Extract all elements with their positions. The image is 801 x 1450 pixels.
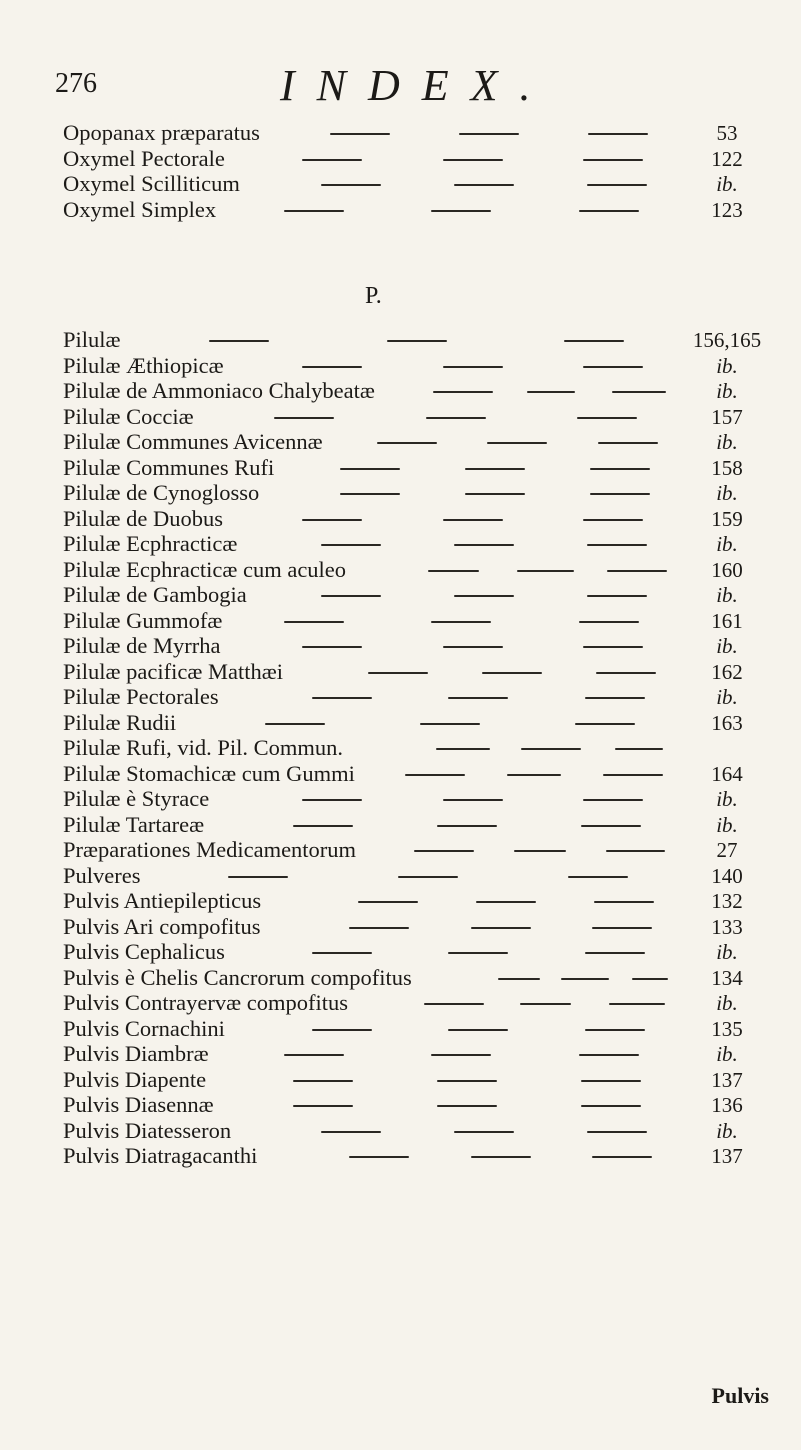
index-entry bbox=[63, 710, 768, 736]
index-entry bbox=[63, 659, 768, 685]
entry-page-ref: 53 bbox=[716, 121, 738, 145]
leader-dash bbox=[471, 927, 531, 929]
entry-name: Pulvis Diatragacanthi bbox=[63, 1143, 258, 1168]
entry-name: Pilulæ Tartareæ bbox=[63, 811, 205, 837]
leader-dash bbox=[583, 519, 643, 521]
index-entry bbox=[63, 990, 768, 1016]
leader-dash bbox=[377, 442, 437, 444]
leader-dash bbox=[436, 748, 490, 750]
leader-dash bbox=[507, 774, 562, 776]
leader-dash bbox=[583, 799, 643, 801]
entry-name: Pulvis Diasennæ bbox=[63, 1092, 214, 1117]
leader-dash bbox=[615, 748, 663, 750]
leader-dash bbox=[587, 595, 647, 597]
index-entry bbox=[63, 1092, 768, 1118]
entry-page-ref: 123 bbox=[711, 197, 743, 222]
entry-name: Pulvis è Chelis Cancrorum compofitus bbox=[63, 964, 412, 990]
leader-dash bbox=[448, 952, 508, 954]
leader-dash bbox=[609, 1003, 665, 1005]
entry-page-ref: ib. bbox=[716, 172, 738, 196]
leader-dash bbox=[465, 468, 525, 470]
leader-dash bbox=[581, 825, 641, 827]
entry-page-ref: 137 bbox=[711, 1067, 743, 1092]
leader-dash bbox=[437, 1080, 497, 1082]
leader-dash bbox=[527, 391, 575, 393]
entry-name: Pilulæ de Duobus bbox=[63, 505, 224, 531]
index-entry bbox=[63, 429, 768, 455]
entry-page-ref: 163 bbox=[711, 710, 743, 735]
leader-dash bbox=[520, 1003, 570, 1005]
entry-name: Pilulæ Communes Avicennæ bbox=[63, 429, 323, 454]
index-entry bbox=[63, 582, 768, 608]
leader-dash bbox=[284, 210, 344, 212]
index-entry bbox=[63, 353, 768, 379]
index-entry bbox=[63, 327, 768, 353]
entry-page-ref: 157 bbox=[711, 404, 743, 429]
leader-dash bbox=[579, 210, 639, 212]
entry-name: Pulvis Cephalicus bbox=[63, 939, 225, 964]
index-entry bbox=[63, 171, 768, 197]
index-entry bbox=[63, 1118, 768, 1144]
leader-dash bbox=[228, 876, 288, 878]
leader-dash bbox=[209, 340, 269, 342]
leader-dash bbox=[405, 774, 465, 776]
index-entry bbox=[63, 120, 768, 146]
index-entry bbox=[63, 1067, 768, 1093]
leader-dash bbox=[587, 184, 647, 186]
entry-page-ref: ib. bbox=[716, 685, 738, 709]
leader-dash bbox=[330, 133, 390, 135]
leader-dash bbox=[358, 901, 418, 903]
leader-dash bbox=[284, 1054, 344, 1056]
entry-name: Pilulæ Stomachicæ cum Gummi bbox=[63, 760, 355, 786]
leader-dash bbox=[454, 184, 514, 186]
leader-dash bbox=[603, 774, 663, 776]
index-entry bbox=[63, 735, 768, 761]
entry-page-ref: ib. bbox=[716, 940, 738, 964]
entry-name: Opopanax præparatus bbox=[63, 120, 260, 145]
entry-page-ref: 133 bbox=[711, 914, 743, 939]
leader-dash bbox=[424, 1003, 484, 1005]
entry-page-ref: 135 bbox=[711, 1016, 743, 1041]
entry-page-ref: 162 bbox=[711, 659, 743, 684]
index-entry bbox=[63, 506, 768, 532]
entry-name: Pulvis Cornachini bbox=[63, 1015, 225, 1041]
leader-dash bbox=[581, 1105, 641, 1107]
index-entry bbox=[63, 939, 768, 965]
leader-dash bbox=[312, 952, 372, 954]
leader-dash bbox=[596, 672, 656, 674]
entry-name: Pulvis Diatesseron bbox=[63, 1117, 232, 1143]
leader-dash bbox=[583, 366, 643, 368]
leader-dash bbox=[321, 1131, 381, 1133]
leader-dash bbox=[312, 697, 372, 699]
leader-dash bbox=[302, 799, 362, 801]
entry-name: Pilulæ Ecphracticæ cum aculeo bbox=[63, 556, 347, 582]
leader-dash bbox=[587, 1131, 647, 1133]
leader-dash bbox=[420, 723, 480, 725]
entry-name: Pilulæ de Cynoglosso bbox=[63, 480, 260, 505]
leader-dash bbox=[454, 544, 514, 546]
leader-dash bbox=[431, 621, 491, 623]
entry-name: Pulvis Ari compofitus bbox=[63, 913, 261, 939]
leader-dash bbox=[575, 723, 635, 725]
entry-page-ref: 132 bbox=[711, 889, 743, 913]
entry-page-ref: 164 bbox=[711, 761, 743, 786]
leader-dash bbox=[293, 1080, 353, 1082]
leader-dash bbox=[585, 697, 645, 699]
index-entry bbox=[63, 455, 768, 481]
index-entry bbox=[63, 914, 768, 940]
leader-dash bbox=[517, 570, 573, 572]
leader-dash bbox=[498, 978, 540, 980]
leader-dash bbox=[579, 621, 639, 623]
page-header bbox=[55, 60, 755, 110]
leader-dash bbox=[612, 391, 666, 393]
page-number: 276 bbox=[55, 68, 97, 99]
entry-name: Pulvis Diambræ bbox=[63, 1041, 209, 1066]
leader-dash bbox=[437, 1105, 497, 1107]
entry-page-ref: 158 bbox=[711, 455, 743, 480]
index-entry bbox=[63, 888, 768, 914]
leader-dash bbox=[321, 184, 381, 186]
entry-name: Pilulæ de Gambogia bbox=[63, 582, 247, 607]
index-entry bbox=[63, 965, 768, 991]
leader-dash bbox=[598, 442, 658, 444]
index-entry bbox=[63, 812, 768, 838]
entry-name: Pilulæ Gummofæ bbox=[63, 607, 223, 633]
leader-dash bbox=[454, 1131, 514, 1133]
section-letter-p: P. bbox=[365, 283, 382, 309]
leader-dash bbox=[583, 646, 643, 648]
leader-dash bbox=[274, 417, 334, 419]
index-entry bbox=[63, 1143, 768, 1169]
leader-dash bbox=[607, 570, 667, 572]
entry-name: Pilulæ de Ammoniaco Chalybeatæ bbox=[63, 378, 375, 403]
entry-page-ref: 136 bbox=[711, 1093, 743, 1117]
leader-dash bbox=[521, 748, 581, 750]
entry-page-ref: ib. bbox=[716, 634, 738, 658]
leader-dash bbox=[471, 1156, 531, 1158]
entry-name: Pilulæ è Styrace bbox=[63, 786, 210, 811]
index-entry bbox=[63, 378, 768, 404]
leader-dash bbox=[579, 1054, 639, 1056]
index-entry bbox=[63, 197, 768, 223]
entry-name: Pilulæ Æthiopicæ bbox=[63, 352, 224, 378]
leader-dash bbox=[583, 159, 643, 161]
entry-page-ref: 159 bbox=[711, 506, 743, 531]
leader-dash bbox=[428, 570, 478, 572]
entry-page-ref: ib. bbox=[716, 353, 738, 378]
entry-page-ref: ib. bbox=[716, 812, 738, 837]
index-entry bbox=[63, 837, 768, 863]
leader-dash bbox=[321, 544, 381, 546]
leader-dash bbox=[459, 133, 519, 135]
index-entry bbox=[63, 531, 768, 557]
entry-page-ref: 137 bbox=[711, 1144, 743, 1168]
entry-name: Pilulæ Ecphracticæ bbox=[63, 531, 238, 556]
entry-page-ref: ib. bbox=[716, 532, 738, 556]
leader-dash bbox=[448, 1029, 508, 1031]
index-entry bbox=[63, 863, 768, 889]
index-entry bbox=[63, 786, 768, 812]
leader-dash bbox=[443, 519, 503, 521]
entry-name: Oxymel Simplex bbox=[63, 196, 217, 222]
leader-dash bbox=[387, 340, 447, 342]
entry-page-ref: 156,165 bbox=[692, 328, 762, 352]
leader-dash bbox=[581, 1080, 641, 1082]
leader-dash bbox=[476, 901, 536, 903]
entry-name: Pulvis Diapente bbox=[63, 1066, 207, 1092]
leader-dash bbox=[293, 825, 353, 827]
leader-dash bbox=[293, 1105, 353, 1107]
leader-dash bbox=[312, 1029, 372, 1031]
leader-dash bbox=[585, 1029, 645, 1031]
entry-name: Pulvis Antiepilepticus bbox=[63, 888, 262, 913]
entry-page-ref: 160 bbox=[711, 557, 743, 582]
leader-dash bbox=[368, 672, 428, 674]
leader-dash bbox=[349, 927, 409, 929]
leader-dash bbox=[431, 210, 491, 212]
entry-page-ref: 27 bbox=[716, 838, 738, 862]
entry-name: Pilulæ Rufi, vid. Pil. Commun. bbox=[63, 735, 344, 760]
leader-dash bbox=[426, 417, 486, 419]
entry-name: Oxymel Pectorale bbox=[63, 145, 225, 171]
leader-dash bbox=[564, 340, 624, 342]
leader-dash bbox=[398, 876, 458, 878]
entry-page-ref: ib. bbox=[716, 379, 738, 403]
leader-dash bbox=[443, 159, 503, 161]
leader-dash bbox=[437, 825, 497, 827]
index-entry bbox=[63, 1041, 768, 1067]
leader-dash bbox=[465, 493, 525, 495]
entry-name: Pilulæ Rudii bbox=[63, 709, 177, 735]
leader-dash bbox=[587, 544, 647, 546]
leader-dash bbox=[340, 493, 400, 495]
leader-dash bbox=[443, 366, 503, 368]
index-entry bbox=[63, 1016, 768, 1042]
leader-dash bbox=[590, 468, 650, 470]
entry-page-ref: ib. bbox=[716, 1118, 738, 1143]
entry-page-ref: 134 bbox=[711, 965, 743, 990]
entry-name: Pilulæ Communes Rufi bbox=[63, 454, 275, 480]
leader-dash bbox=[606, 850, 665, 852]
entry-name: Oxymel Scilliticum bbox=[63, 171, 240, 196]
leader-dash bbox=[514, 850, 567, 852]
leader-dash bbox=[443, 646, 503, 648]
entry-name: Pilulæ bbox=[63, 327, 121, 352]
entry-page-ref: ib. bbox=[716, 1042, 738, 1066]
entry-name: Pilulæ pacificæ Matthæi bbox=[63, 658, 283, 684]
entry-name: Pulvis Contrayervæ compofitus bbox=[63, 990, 348, 1015]
index-entry bbox=[63, 608, 768, 634]
entry-page-ref: ib. bbox=[716, 481, 738, 505]
leader-dash bbox=[302, 159, 362, 161]
catchword: Pulvis bbox=[711, 1383, 769, 1408]
entry-page-ref: ib. bbox=[716, 991, 738, 1015]
running-title: INDEX. bbox=[280, 61, 553, 110]
leader-dash bbox=[431, 1054, 491, 1056]
entry-page-ref: 161 bbox=[711, 608, 743, 633]
leader-dash bbox=[284, 621, 344, 623]
index-entry bbox=[63, 761, 768, 787]
leader-dash bbox=[265, 723, 325, 725]
leader-dash bbox=[568, 876, 628, 878]
leader-dash bbox=[482, 672, 542, 674]
leader-dash bbox=[433, 391, 493, 393]
leader-dash bbox=[577, 417, 637, 419]
entry-page-ref: ib. bbox=[716, 583, 738, 607]
leader-dash bbox=[561, 978, 609, 980]
index-entry bbox=[63, 480, 768, 506]
leader-dash bbox=[443, 799, 503, 801]
leader-dash bbox=[590, 493, 650, 495]
entry-page-ref: 140 bbox=[711, 863, 743, 888]
index-entry bbox=[63, 684, 768, 710]
leader-dash bbox=[588, 133, 648, 135]
index-entry bbox=[63, 633, 768, 659]
leader-dash bbox=[302, 646, 362, 648]
entry-name: Præparationes Medicamentorum bbox=[63, 837, 357, 862]
leader-dash bbox=[592, 1156, 652, 1158]
leader-dash bbox=[592, 927, 652, 929]
leader-dash bbox=[302, 519, 362, 521]
entry-name: Pulveres bbox=[63, 862, 141, 888]
entry-page-ref: ib. bbox=[716, 430, 738, 454]
leader-dash bbox=[487, 442, 547, 444]
entry-name: Pilulæ Pectorales bbox=[63, 684, 219, 709]
leader-dash bbox=[414, 850, 474, 852]
entry-name: Pilulæ de Myrrha bbox=[63, 633, 221, 658]
leader-dash bbox=[340, 468, 400, 470]
index-entry bbox=[63, 146, 768, 172]
entry-name: Pilulæ Cocciæ bbox=[63, 403, 194, 429]
index-entry bbox=[63, 557, 768, 583]
leader-dash bbox=[302, 366, 362, 368]
leader-dash bbox=[594, 901, 654, 903]
leader-dash bbox=[349, 1156, 409, 1158]
index-entry bbox=[63, 404, 768, 430]
leader-dash bbox=[585, 952, 645, 954]
leader-dash bbox=[454, 595, 514, 597]
entry-page-ref: 122 bbox=[711, 146, 743, 171]
entry-page-ref: ib. bbox=[716, 787, 738, 811]
leader-dash bbox=[321, 595, 381, 597]
leader-dash bbox=[632, 978, 668, 980]
leader-dash bbox=[448, 697, 508, 699]
